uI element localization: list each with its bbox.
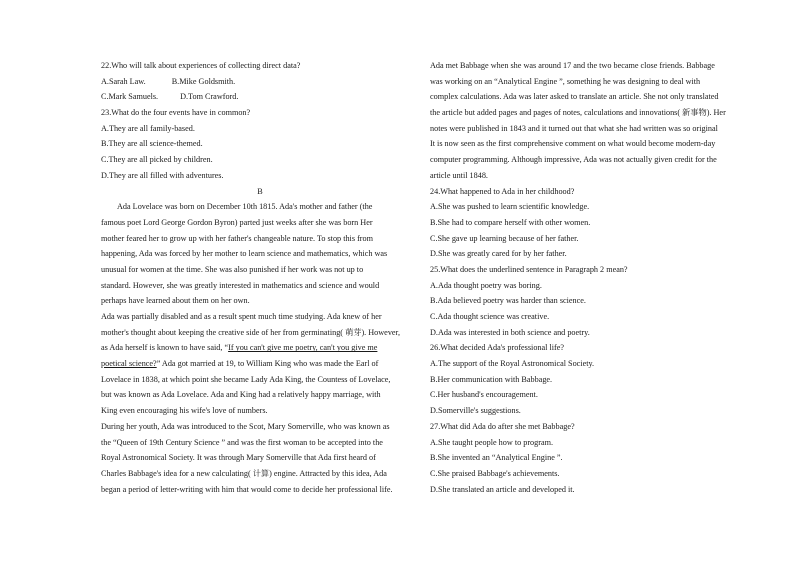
q24-option-b: B.She had to compare herself with other women. [430,217,591,227]
passage-line: article until 1848. [430,170,488,180]
passage-line: was working on an “Analytical Engine ”, something he was designing to deal with [430,76,701,86]
q22-options-row2 [101,89,419,105]
q22-options-row1 [101,74,419,90]
passage-quote-line-2 [101,356,419,372]
q24-option-a: A.She was pushed to learn scientific knowledge. [430,202,590,212]
q25-option-b: B.Ada believed poetry was harder than science. [430,296,586,306]
q22-question: 22.Who will talk about experiences of collecting direct data? [101,61,301,70]
passage-line: Ada was partially disabled and as a result spent much time studying. Ada knew of her [101,312,382,321]
quote-continuation: ” Ada got married at 19, to William King who was made the Earl of [156,359,379,369]
passage-line: but was known as Ada Lovelace. Ada and King had a relatively happy marriage, with [101,390,381,400]
q23-option-b: B.They are all science-themed. [101,139,203,149]
q25-question: 25.What does the underlined sentence in Paragraph 2 mean? [430,264,628,274]
q26-option-d: D.Somerville's suggestions. [430,406,521,416]
q24-question: 24.What happened to Ada in her childhood? [430,186,575,196]
q26-question: 26.What decided Ada's professional life? [430,343,565,353]
underlined-sentence-part2: poetical science? [101,359,157,369]
q24-option-c: C.She gave up learning because of her father. [430,233,579,243]
passage-line: complex calculations. Ada was later asked to translate an article. She not only translated [430,92,719,102]
passage-line: Ada Lovelace was born on December 10th 1815. Ada's mother and father (the [117,202,373,212]
q24-option-d: D.She was greatly cared for by her father. [430,249,567,259]
passage-line: began a period of letter-writing with him that would come to decide her professional life. [101,484,393,494]
q27-question: 27.What did Ada do after she met Babbage? [430,421,575,431]
passage-quote-line [101,340,419,356]
left-column [101,58,419,497]
passage-line: Lovelace in 1838, at which point she became Lady Ada King, the Countess of Lovelace, [101,374,391,384]
q23-option-a: A.They are all family-based. [101,123,195,133]
q26-option-c: C.Her husband's encouragement. [430,390,538,400]
underlined-sentence-part1: If you can't give me poetry, can't you give me [228,343,378,353]
passage-line: It is now seen as the first comprehensive comment on what would become modern-day [430,139,716,149]
q25-option-d: D.Ada was interested in both science and poetry. [430,327,590,337]
q23-option-c: C.They are all picked by children. [101,155,213,165]
passage-line: famous poet Lord George Gordon Byron) parted just weeks after she was born Her [101,217,373,227]
q27-option-a: A.She taught people how to program. [430,437,554,447]
q25-option-c: C.Ada thought science was creative. [430,312,550,321]
q23-option-d: D.They are all filled with adventures. [101,170,224,180]
q27-option-b: B.She invented an “Analytical Engine ”. [430,453,563,463]
passage-line: mother feared her to grow up with her father's changeable nature. To stop this from [101,233,373,243]
passage-line: During her youth, Ada was introduced to the Scot, Mary Somerville, who was known as [101,421,390,431]
q27-option-d: D.She translated an article and developed it. [430,484,575,494]
passage-line: mother's thought about keeping the creative side of her from germinating( 萌芽). However, [101,327,400,337]
quote-intro: as Ada herself is known to have said, “ [101,343,229,353]
passage-line: the “Queen of 19th Century Science ” and was the first woman to be accepted into the [101,437,383,447]
q25-option-a: A.Ada thought poetry was boring. [430,280,542,290]
q22-option-c: C.Mark Samuels. [101,92,159,102]
passage-line: Ada met Babbage when she was around 17 and the two became close friends. Babbage [430,61,715,70]
q22-option-a: A.Sarah Law. [101,76,146,86]
passage-line: unusual for women at the time. She was also punished if her work was not up to [101,264,364,274]
q27-option-c: C.She praised Babbage's achievements. [430,468,560,478]
q26-option-b: B.Her communication with Babbage. [430,374,553,384]
q22-option-b: B.Mike Goldsmith. [171,76,236,86]
passage-line: computer programming. Although impressive, Ada was not actually given credit for the [430,155,717,165]
passage-line: perhaps have learned about them on her own. [101,296,250,306]
passage-line: standard. However, she was greatly interested in mathematics and science and would [101,280,380,290]
right-column [430,58,742,497]
passage-line: notes were published in 1843 and it turned out that what she had written was so original [430,123,718,133]
section-b-heading: B [257,186,263,196]
passage-line: Royal Astronomical Society. It was through Mary Somerville that Ada first heard of [101,453,376,463]
q26-option-a: A.The support of the Royal Astronomical Society. [430,359,595,369]
q22-option-d: D.Tom Crawford. [180,92,239,102]
passage-line: Charles Babbage's idea for a new calculating( 计算) engine. Attracted by this idea, Ada [101,468,387,478]
passage-line: King even encouraging his wife's love of numbers. [101,406,268,416]
passage-line: happening, Ada was forced by her mother to learn science and mathematics, which was [101,249,388,259]
passage-line: the article but added pages and pages of notes, calculations and innovations( 新事物). Her [430,108,726,118]
q23-question: 23.What do the four events have in common? [101,108,251,118]
